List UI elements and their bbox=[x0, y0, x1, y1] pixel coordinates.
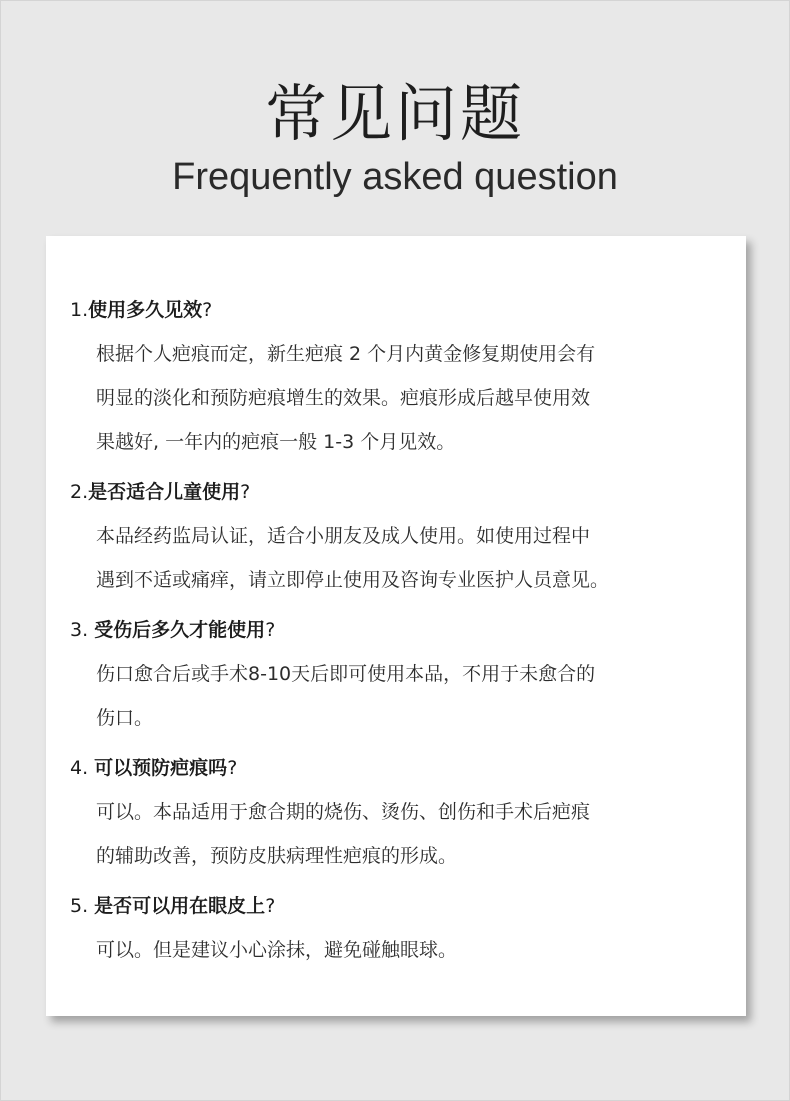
answer-line: 伤口愈合后或手术8-10天后即可使用本品，不用于未愈合的 bbox=[96, 663, 596, 685]
faq-question-4 bbox=[70, 746, 730, 790]
answer-line: 的辅助改善，预防皮肤病理性疤痕的形成。 bbox=[96, 845, 458, 867]
question-number: 4. bbox=[70, 757, 95, 779]
question-number: 5. bbox=[70, 895, 95, 917]
question-mark: ? bbox=[202, 299, 213, 321]
faq-question-2 bbox=[70, 470, 730, 514]
question-number: 3. bbox=[70, 619, 95, 641]
faq-answer-4 bbox=[70, 790, 730, 878]
faq-answer-2 bbox=[70, 514, 730, 602]
answer-line: 本品经药监局认证，适合小朋友及成人使用。如使用过程中 bbox=[96, 525, 591, 547]
page-subtitle: Frequently asked question bbox=[172, 156, 618, 198]
question-text: 可以预防疤痕吗 bbox=[94, 757, 228, 779]
question-mark: ? bbox=[240, 481, 251, 503]
question-mark: ? bbox=[265, 895, 276, 917]
faq-question-3 bbox=[70, 608, 730, 652]
faq-item-1 bbox=[70, 288, 730, 464]
faq-item-2 bbox=[70, 470, 730, 602]
faq-question-5 bbox=[70, 884, 730, 928]
question-text: 是否适合儿童使用 bbox=[88, 481, 241, 503]
faq-item-4 bbox=[70, 746, 730, 878]
faq-list bbox=[70, 288, 730, 978]
answer-line: 可以。但是建议小心涂抹，避免碰触眼球。 bbox=[96, 939, 458, 961]
answer-line: 明显的淡化和预防疤痕增生的效果。疤痕形成后越早使用效 bbox=[96, 387, 591, 409]
question-number: 1. bbox=[70, 299, 89, 321]
question-mark: ? bbox=[265, 619, 276, 641]
answer-line: 可以。本品适用于愈合期的烧伤、烫伤、创伤和手术后疤痕 bbox=[96, 801, 591, 823]
question-text: 使用多久见效 bbox=[88, 299, 203, 321]
faq-question-1 bbox=[70, 288, 730, 332]
question-number: 2. bbox=[70, 481, 89, 503]
answer-line: 遇到不适或痛痒，请立即停止使用及咨询专业医护人员意见。 bbox=[96, 569, 610, 591]
answer-line: 根据个人疤痕而定，新生疤痕 2 个月内黄金修复期使用会有 bbox=[96, 343, 596, 365]
question-text: 是否可以用在眼皮上 bbox=[94, 895, 266, 917]
faq-card bbox=[46, 236, 746, 1016]
answer-line: 果越好, 一年内的疤痕一般 1-3 个月见效。 bbox=[96, 431, 456, 453]
faq-answer-5 bbox=[70, 928, 730, 972]
faq-item-5 bbox=[70, 884, 730, 972]
page-title: 常见问题 bbox=[264, 77, 525, 150]
question-text: 受伤后多久才能使用 bbox=[94, 619, 266, 641]
faq-answer-1 bbox=[70, 332, 730, 464]
answer-line: 伤口。 bbox=[96, 707, 154, 729]
faq-answer-3 bbox=[70, 652, 730, 740]
faq-item-3 bbox=[70, 608, 730, 740]
question-mark: ? bbox=[227, 757, 238, 779]
